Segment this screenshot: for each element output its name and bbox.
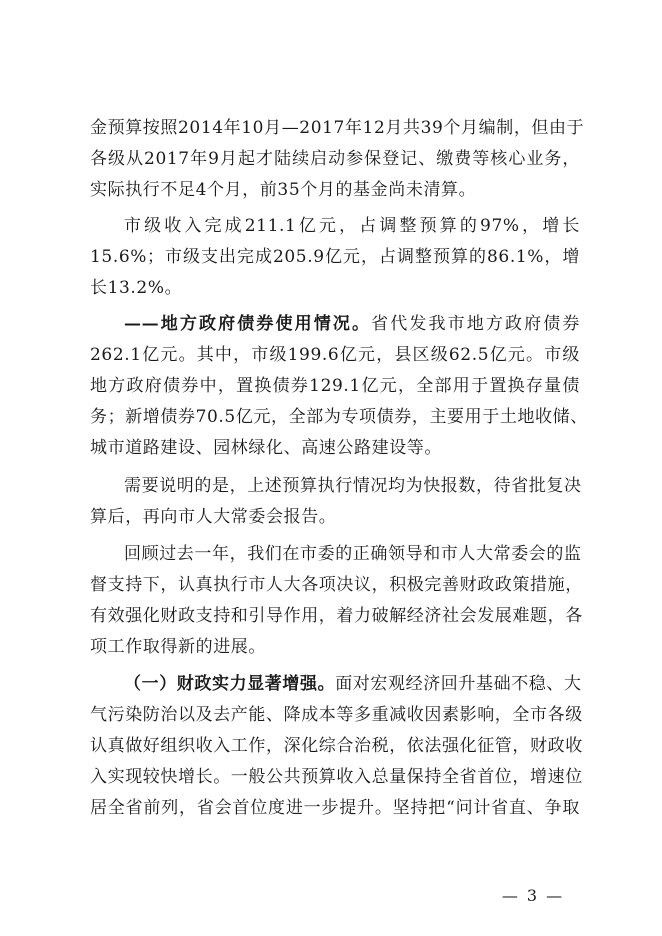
text-line: 262.1亿元。其中，市级199.6亿元，县区级62.5亿元。市级 [90,345,580,365]
text-line: 城市道路建设、园林绿化、高速公路建设等。 [90,438,442,458]
text-line: 气污染防治以及去产能、降成本等多重减收因素影响，全市各级 [90,705,583,725]
text-line: 各级从2017年9月起才陆续启动参保登记、缴费等核心业务， [90,149,580,169]
text-line: 需要说明的是，上述预算执行情况均为快报数，待省批复决 [124,476,582,496]
section-heading: （一）财政实力显著增强。 [124,674,336,694]
text-line: 居全省前列，省会首位度进一步提升。坚持把“问计省直、争取 [90,798,580,818]
text-line: 督支持下，认真执行市人大各项决议，积极完善财政政策措施， [90,575,583,595]
text-line: 地方政府债券中，置换债券129.1亿元，全部用于置换存量债 [90,376,580,396]
text-line: 金预算按照2014年10月—2017年12月共39个月编制，但由于 [90,118,585,138]
text-line: 务；新增债券70.5亿元，全部为专项债券，主要用于土地收储、 [90,407,588,427]
text-line: 15.6%；市级支出完成205.9亿元，占调整预算的86.1%，增 [90,247,580,267]
text-line: 认真做好组织收入工作，深化综合治税，依法强化征管，财政收 [90,736,583,756]
section-heading-line [124,669,580,699]
section-heading-line [124,309,580,339]
text-line: 实际执行不足4个月，前35个月的基金尚未清算。 [90,180,477,200]
text-span: 省代发我市地方政府债券 [371,314,580,334]
text-line: 算后，再向市人大常委会报告。 [90,507,337,527]
text-line: 项工作取得新的进展。 [90,637,266,657]
text-span: 面对宏观经济回升基础不稳、大 [335,674,582,694]
section-heading: ——地方政府债券使用情况。 [124,314,372,334]
text-line: 回顾过去一年，我们在市委的正确领导和市人大常委会的监 [124,544,582,564]
text-line: 入实现较快增长。一般公共预算收入总量保持全省首位，增速位 [90,767,583,787]
text-line: 有效强化财政支持和引导作用，着力破解经济社会发展难题，各 [90,606,583,626]
text-line: 长13.2%。 [90,278,183,298]
text-line: 市级收入完成211.1亿元，占调整预算的97%，增长 [124,216,580,236]
page-number: — 3 — [501,886,565,905]
